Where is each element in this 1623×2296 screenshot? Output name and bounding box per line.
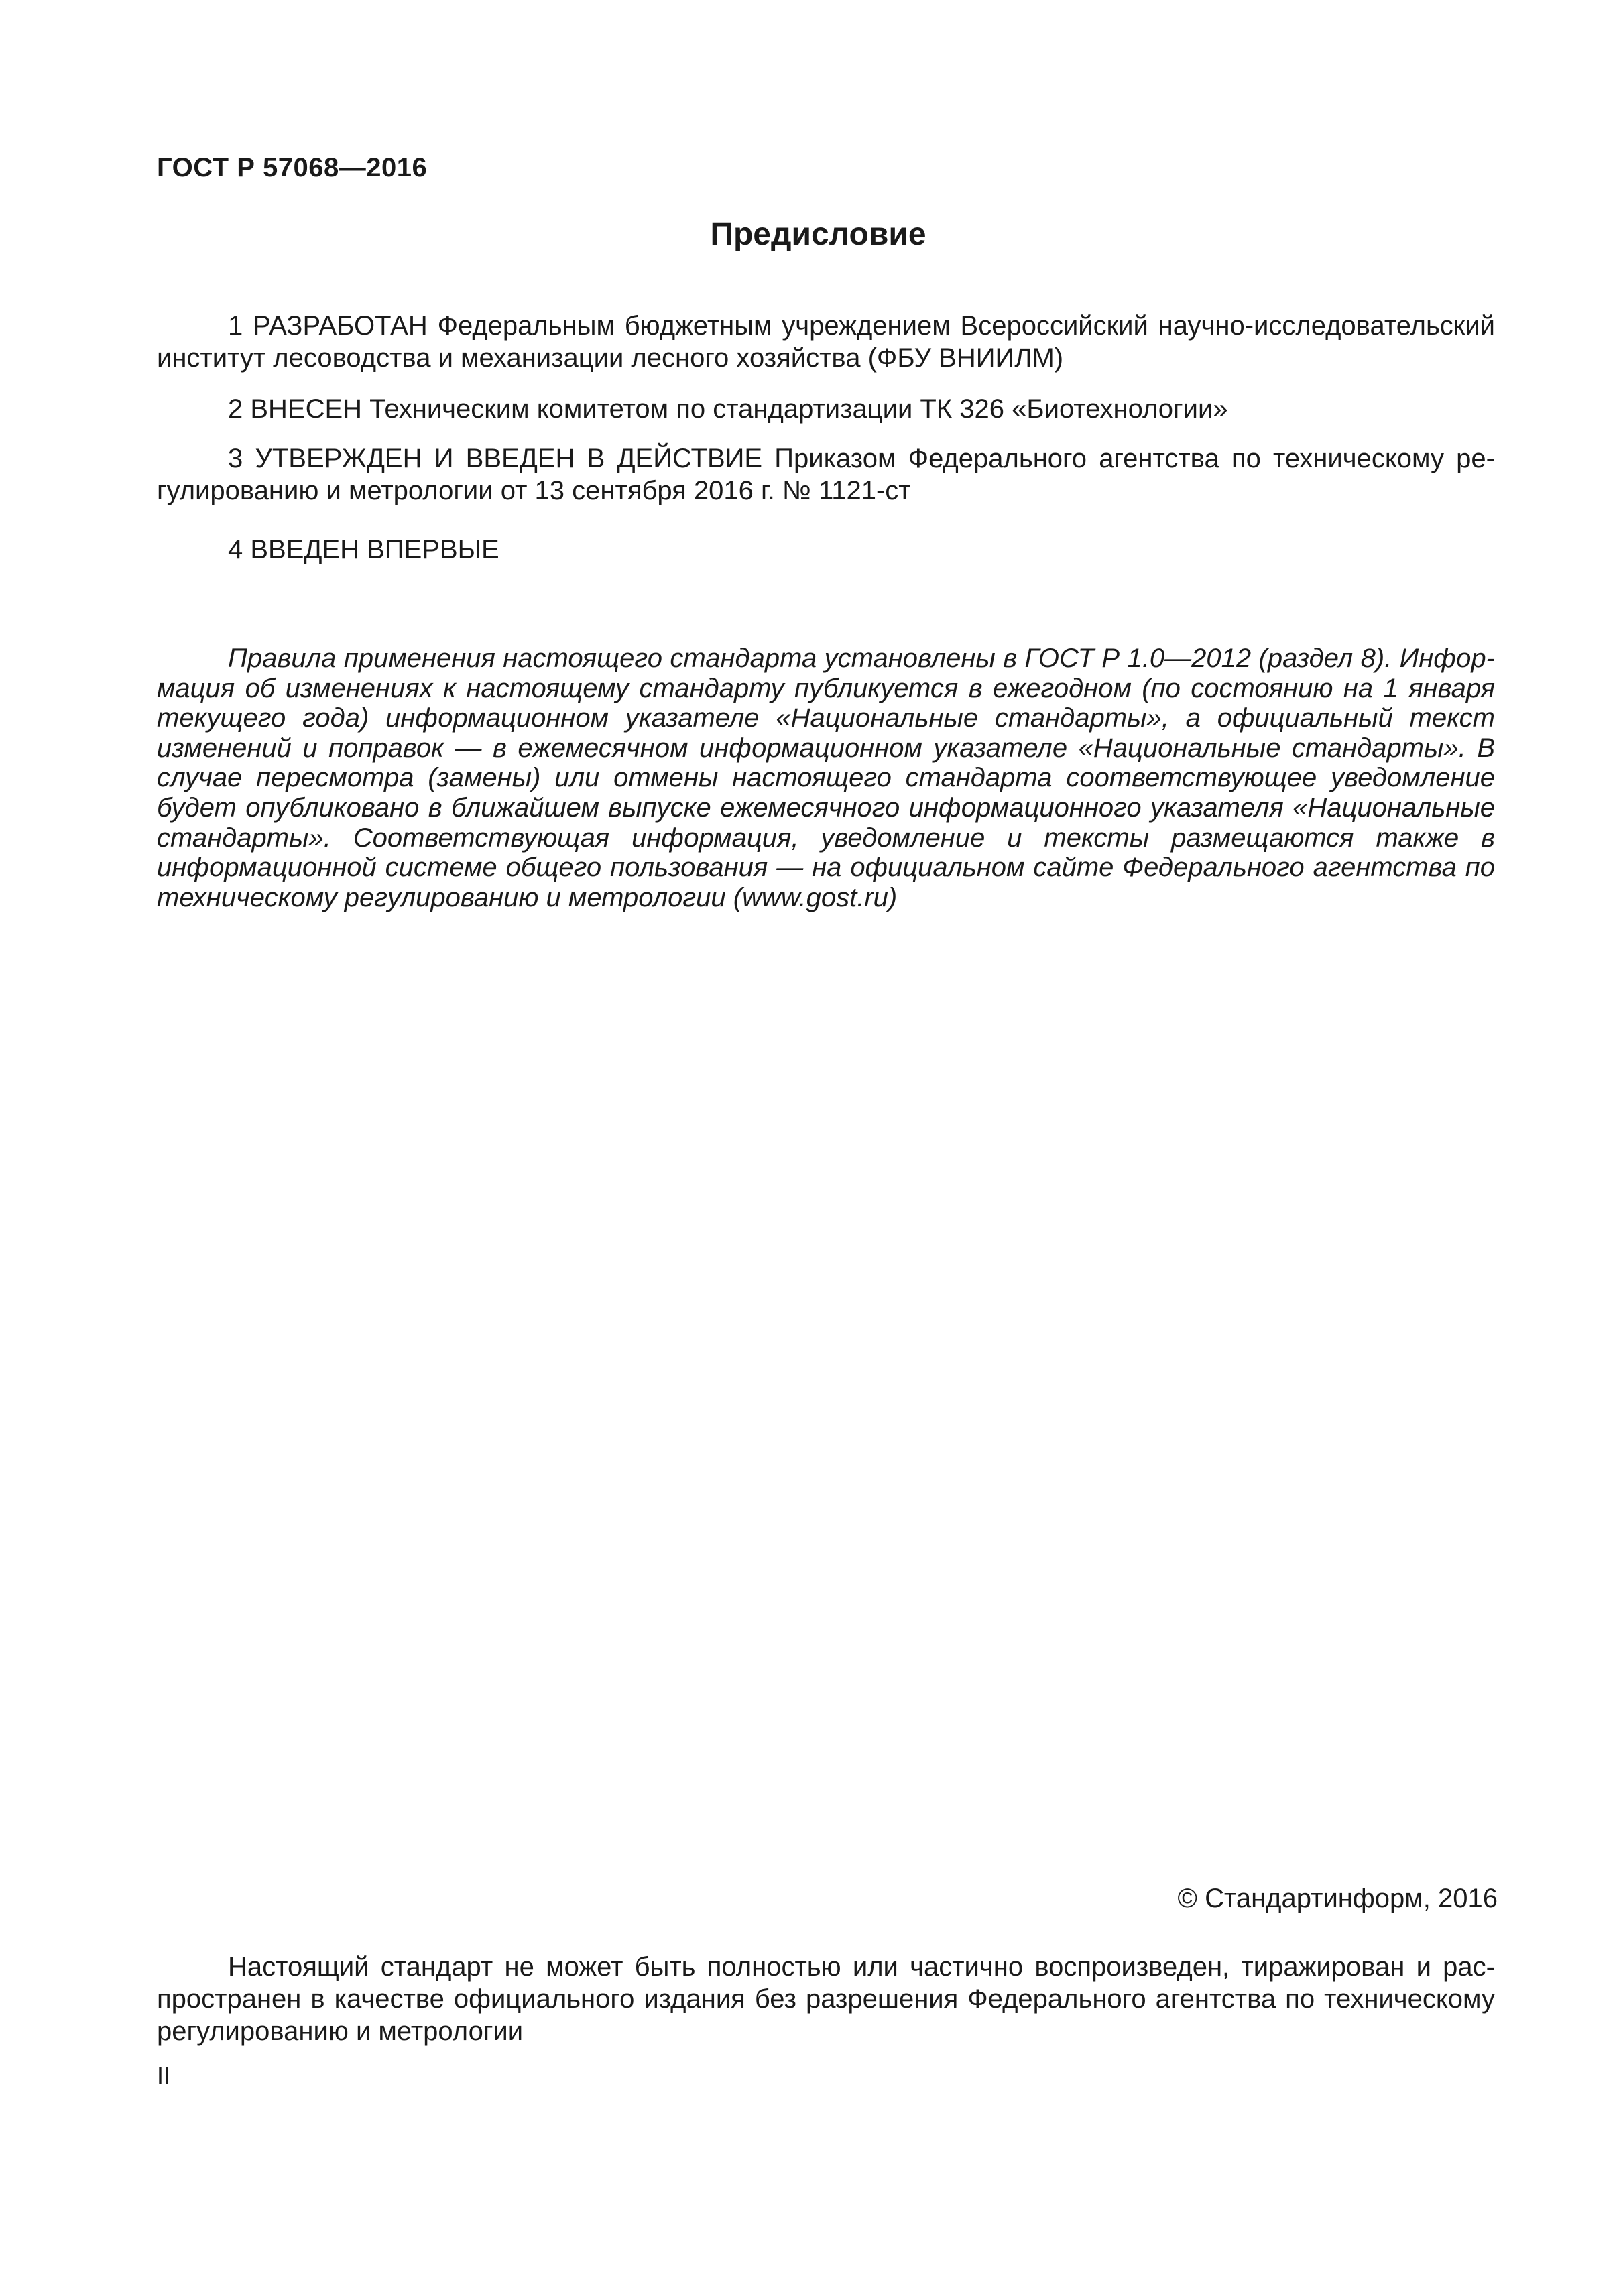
section-title: Предисловие [710, 217, 926, 252]
foreword-item-3: 3 УТВЕРЖДЕН И ВВЕДЕН В ДЕЙСТВИЕ Приказом Федерального агентства по техническому регулированию и метрологии от 13 сентября 2016 г. № 1121-ст [157, 444, 1495, 505]
application-rules-notice: Правила применения настоящего стандарта установлены в ГОСТ Р 1.0—2012 (раздел 8). Информация об изменениях к настоящему стандарту публикуется в ежегодном (по состоянию на 1 января текущего года) информационном указателе «Национальные стандарты», а официальный текст изменений и поправок — в ежемесячном информационном указателе «Национальные стандарты». В случае пересмотра (замены) или отмены настоящего стандарта соответствующее уведомление будет опубликовано в ближайшем выпуске ежемесячного информационного указателя «Национальные стандарты». Соответствующая информация, уведомление и тексты размещаются также в информационной системе общего пользования — на официальном сайте Федерального агентства по техническому регулированию и метрологии (www.gost.ru) [157, 644, 1495, 912]
reproduction-restriction: Настоящий стандарт не может быть полностью или частично воспроизведен, тиражирован и распространен в качестве официального издания без разрешения Федерального агентства по техническому регулированию и метрологии [157, 1952, 1495, 2046]
copyright-line: © Стандартинформ, 2016 [1177, 1884, 1498, 1913]
foreword-item-4: 4 ВВЕДЕН ВПЕРВЫЕ [228, 535, 499, 564]
page-number: II [157, 2062, 171, 2090]
document-designation: ГОСТ Р 57068—2016 [157, 153, 428, 182]
foreword-item-2: 2 ВНЕСЕН Техническим комитетом по стандартизации ТК 326 «Биотехнологии» [228, 394, 1228, 424]
foreword-item-1: 1 РАЗРАБОТАН Федеральным бюджетным учреждением Всероссийский научно-исследовательский институт лесоводства и механизации лесного хозяйства (ФБУ ВНИИЛМ) [157, 311, 1495, 373]
